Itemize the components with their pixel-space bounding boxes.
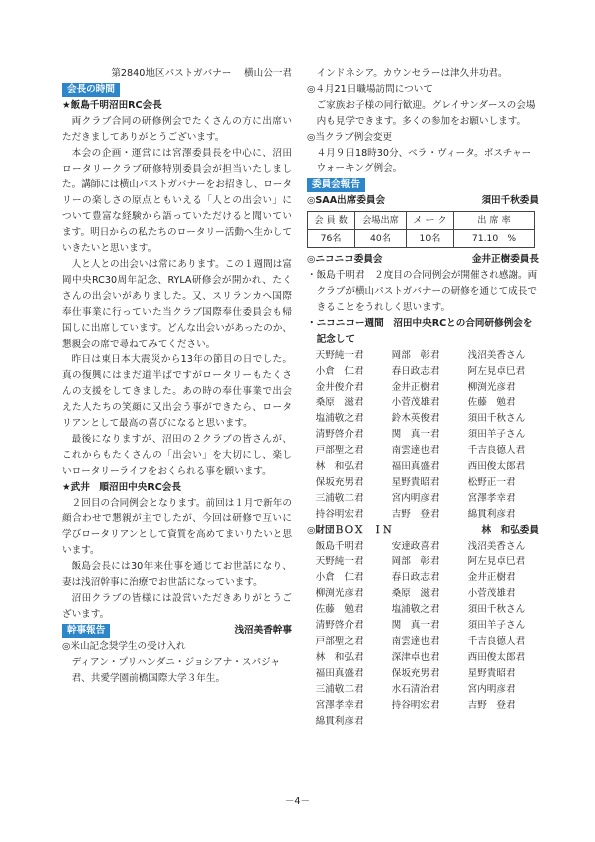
donor-name: 桑原 滋君	[391, 588, 440, 600]
donor-name: 浅沼美香さん	[467, 540, 526, 552]
nikoniko-heading	[307, 252, 539, 268]
table-header-row	[308, 212, 535, 230]
bullet-item: ・ニコニコー週間 沼田中央RCとの合同研修例会を記念して	[307, 317, 533, 345]
heading-numata-chuo: ★武井 順沼田中央RC会長	[62, 481, 181, 493]
table-cell: 10名	[406, 230, 453, 248]
donor-name: 持谷明宏君	[391, 699, 440, 711]
donor-name: 桑原 滋君	[315, 397, 364, 409]
attendance-table	[307, 211, 535, 248]
donor-name: 飯島千明君	[315, 540, 364, 552]
donor-name: 綿貫利彦君	[467, 508, 516, 520]
donor-name: 小菅茂雄君	[467, 588, 516, 600]
donor-name: 南雲達也君	[391, 636, 440, 647]
donor-name: 金井正樹君	[391, 381, 440, 393]
donor-name: 星野貴昭君	[391, 476, 440, 488]
saa-title: ◎SAA出席委員会	[307, 195, 386, 207]
donor-name: 須田羊子さん	[467, 429, 526, 441]
paragraph: 人と人との出会いは常にあります。この１週間は富岡中央RC30周年記念、RYLA研修会が開かれ、たくさんの出会いがありました。又、スリランカへ国際奉仕事業に行っていた当クラブ国際奉仕委員会も帰国しに出席しています。どんな出会いがあったのか、懇親会の席で尋ねてみてください。	[62, 258, 292, 350]
donor-name: 三浦敬二君	[315, 683, 364, 695]
donor-name: 柳渕光彦君	[467, 381, 516, 393]
item-title: ◎当クラブ例会変更	[307, 131, 393, 143]
bullet-item: ・飯島千明君 ２度目の合同例会が開催され感謝。両クラブが横山パストガバナーの研修を通じて成長できることをうれしく思います。	[307, 270, 538, 313]
donor-name: 南雲達也君	[391, 445, 440, 457]
donor-name: 宮澤孝幸君	[315, 699, 364, 711]
right-column	[307, 66, 539, 729]
donor-name: 吉野 登君	[467, 699, 516, 711]
donor-name: 塩浦敬之君	[315, 413, 364, 425]
donor-name: 保坂充男君	[391, 667, 440, 679]
donor-list	[307, 348, 539, 523]
nikoniko-title: ◎ニコニコ委員会	[307, 254, 383, 266]
paragraph: 昨日は東日本大震災から13年の節目の日でした。真の復興にはまだ道半ばですがロータリーもたくさんの支援をしてきました。あの時の奉仕事業で出会えた人たちの笑顔に又出会う事ができたら、ロータリアンとして最高の喜びになると思います。	[62, 354, 292, 430]
zaidan-heading	[307, 523, 539, 539]
donor-name: 金井俊介君	[315, 381, 364, 393]
donor-list	[307, 539, 539, 730]
zaidan-title: ◎財団ＢＯＸ ＩＮ	[307, 524, 393, 536]
donor-name: 林 和弘君	[315, 651, 364, 663]
table-row	[308, 230, 535, 248]
secretary-report-bar	[62, 623, 292, 639]
item-body: ４月９日18時30分、ベラ・ヴィータ。ボスチャーウォーキング例会。	[316, 147, 532, 175]
donor-name: 須田千秋さん	[467, 604, 526, 616]
donor-name: 阿左見卓巳君	[467, 365, 526, 377]
donor-name: 鈴木英俊君	[391, 413, 440, 425]
tag-label: 会長の時間	[62, 83, 120, 97]
item-title: ◎４月21日職場訪問について	[307, 83, 433, 95]
donor-name: 塩浦敬之君	[391, 604, 440, 616]
paragraph: 最後になりますが、沼田の２クラブの皆さんが、これからもたくさんの「出会い」を大切にし、楽しいロータリーライフをおくられる事を願います。	[62, 433, 292, 477]
donor-name: 阿左見卓巳君	[467, 556, 526, 568]
tag-label: 委員会報告	[307, 178, 365, 192]
table-header-cell: 会場出席	[355, 212, 407, 230]
donor-name: 浅沼美香さん	[467, 349, 526, 361]
donor-name: 戸部聖之君	[315, 445, 364, 457]
donor-name: 安達政喜君	[391, 540, 440, 552]
table-header-cell: 会 員 数	[308, 212, 355, 230]
donor-name: 西田俊太郎君	[467, 461, 526, 473]
tag-label: 幹事報告	[62, 624, 110, 638]
donor-name: 水石清治君	[391, 683, 440, 695]
paragraph: 沼田クラブの皆様には設営いただきありがとうございます。	[62, 593, 292, 620]
donor-name: 星野貴昭君	[467, 667, 516, 679]
donor-name: 須田羊子さん	[467, 620, 526, 632]
donor-name: 保坂充男君	[315, 476, 364, 488]
donor-name: 清野啓介君	[315, 429, 364, 441]
paragraph: ２回目の合同例会となります。前回は１月で新年の顔合わせで懇親が主でしたが、今回は研修で互いに学びロータリアンとして資質を高めてまいりたいと思います。	[62, 497, 292, 557]
donor-name: 千吉良德人君	[467, 636, 526, 647]
donor-name: 宮澤孝幸君	[467, 492, 516, 504]
table-cell: 76名	[308, 230, 355, 248]
section-tag-committee	[307, 177, 539, 193]
donor-name: 福田真盛君	[391, 461, 440, 473]
donor-name: 金井正樹君	[467, 572, 516, 584]
donor-name: 三浦敬二君	[315, 492, 364, 504]
table-cell: 71.10 %	[454, 230, 535, 248]
donor-name: 清野啓介君	[315, 620, 364, 632]
zaidan-name: 林 和弘委員	[481, 524, 539, 536]
donor-name: 深津卓也君	[391, 651, 440, 663]
saa-heading	[307, 193, 539, 209]
donor-name: 松野正一君	[467, 476, 516, 488]
donor-name: 宮内明彦君	[391, 492, 440, 504]
donor-name: 関 真一君	[391, 620, 440, 632]
item-body: ご家族お子様の同行歓迎。グレイサンダースの会場内も見学できます。多くの参加をお願いします。	[316, 99, 536, 127]
item-body: ディアン・プリハンダニ・ジョシアナ・スパジャ君、共愛学園前橋国際大学３年生。	[71, 656, 281, 684]
donor-name: 天野純一君	[315, 556, 364, 568]
donor-name: 佐藤 勉君	[467, 397, 516, 409]
table-header-cell: 出 席 率	[454, 212, 535, 230]
signature: 第2840地区パストガバナー 横山公一君	[111, 68, 292, 79]
donor-name: 小菅茂雄君	[391, 397, 440, 409]
secretary-name: 浅沼美香幹事	[234, 624, 292, 636]
donor-name: 林 和弘君	[315, 461, 364, 473]
donor-name: 千吉良德人君	[467, 445, 526, 457]
table-cell: 40名	[355, 230, 407, 248]
nikoniko-name: 金井正樹委員長	[471, 254, 539, 266]
table-header-cell: メ ー ク	[406, 212, 453, 230]
donor-name: 天野純一君	[315, 349, 364, 361]
donor-name: 岡部 彰君	[391, 349, 440, 361]
paragraph: 飯島会長には30年来仕事を通じてお世話になり、妻は浅沼幹事に治療でお世話になっています。	[62, 561, 292, 589]
item-title: ◎米山記念奨学生の受け入れ	[62, 640, 186, 652]
section-tag-president	[62, 82, 292, 98]
donor-name: 持谷明宏君	[315, 508, 364, 520]
item-body: インドネシア。カウンセラーは津久井功君。	[316, 68, 508, 79]
donor-name: 岡部 彰君	[391, 556, 440, 568]
page-number: －4－	[284, 796, 311, 807]
saa-name: 須田千秋委員	[481, 195, 539, 207]
paragraph: 両クラブ合同の研修例会でたくさんの方に出席いただきましてありがとうございます。	[62, 115, 292, 143]
donor-name: 柳渕光彦君	[315, 588, 364, 600]
donor-name: 宮内明彦君	[467, 683, 516, 695]
donor-name: 春日政志君	[391, 572, 440, 584]
donor-name: 福田真盛君	[315, 667, 364, 679]
paragraph: 本会の企画・運営には宮澤委員長を中心に、沼田ロータリークラブ研修特別委員会が担当いたしました。講師には横山パストガバナーをお招きし、ロータリーの楽しさの原点ともいえる「人との出会い」について豊富な経験から語っていただけると聞いています。明日からの私たちのロータリー活動へ生かしていきたいと思います。	[62, 147, 292, 255]
donor-name: 綿貫利彦君	[315, 715, 364, 727]
donor-name: 小倉 仁君	[315, 572, 364, 584]
donor-name: 小倉 仁君	[315, 365, 364, 377]
left-column	[62, 66, 292, 687]
donor-name: 須田千秋さん	[467, 413, 526, 425]
donor-name: 春日政志君	[391, 365, 440, 377]
donor-name: 吉野 登君	[391, 508, 440, 520]
donor-name: 佐藤 勉君	[315, 604, 364, 616]
donor-name: 西田俊太郎君	[467, 651, 526, 663]
donor-name: 関 真一君	[391, 429, 440, 441]
heading-numata-meio: ★飯島千明沼田RC会長	[62, 99, 162, 111]
donor-name: 戸部聖之君	[315, 636, 364, 647]
